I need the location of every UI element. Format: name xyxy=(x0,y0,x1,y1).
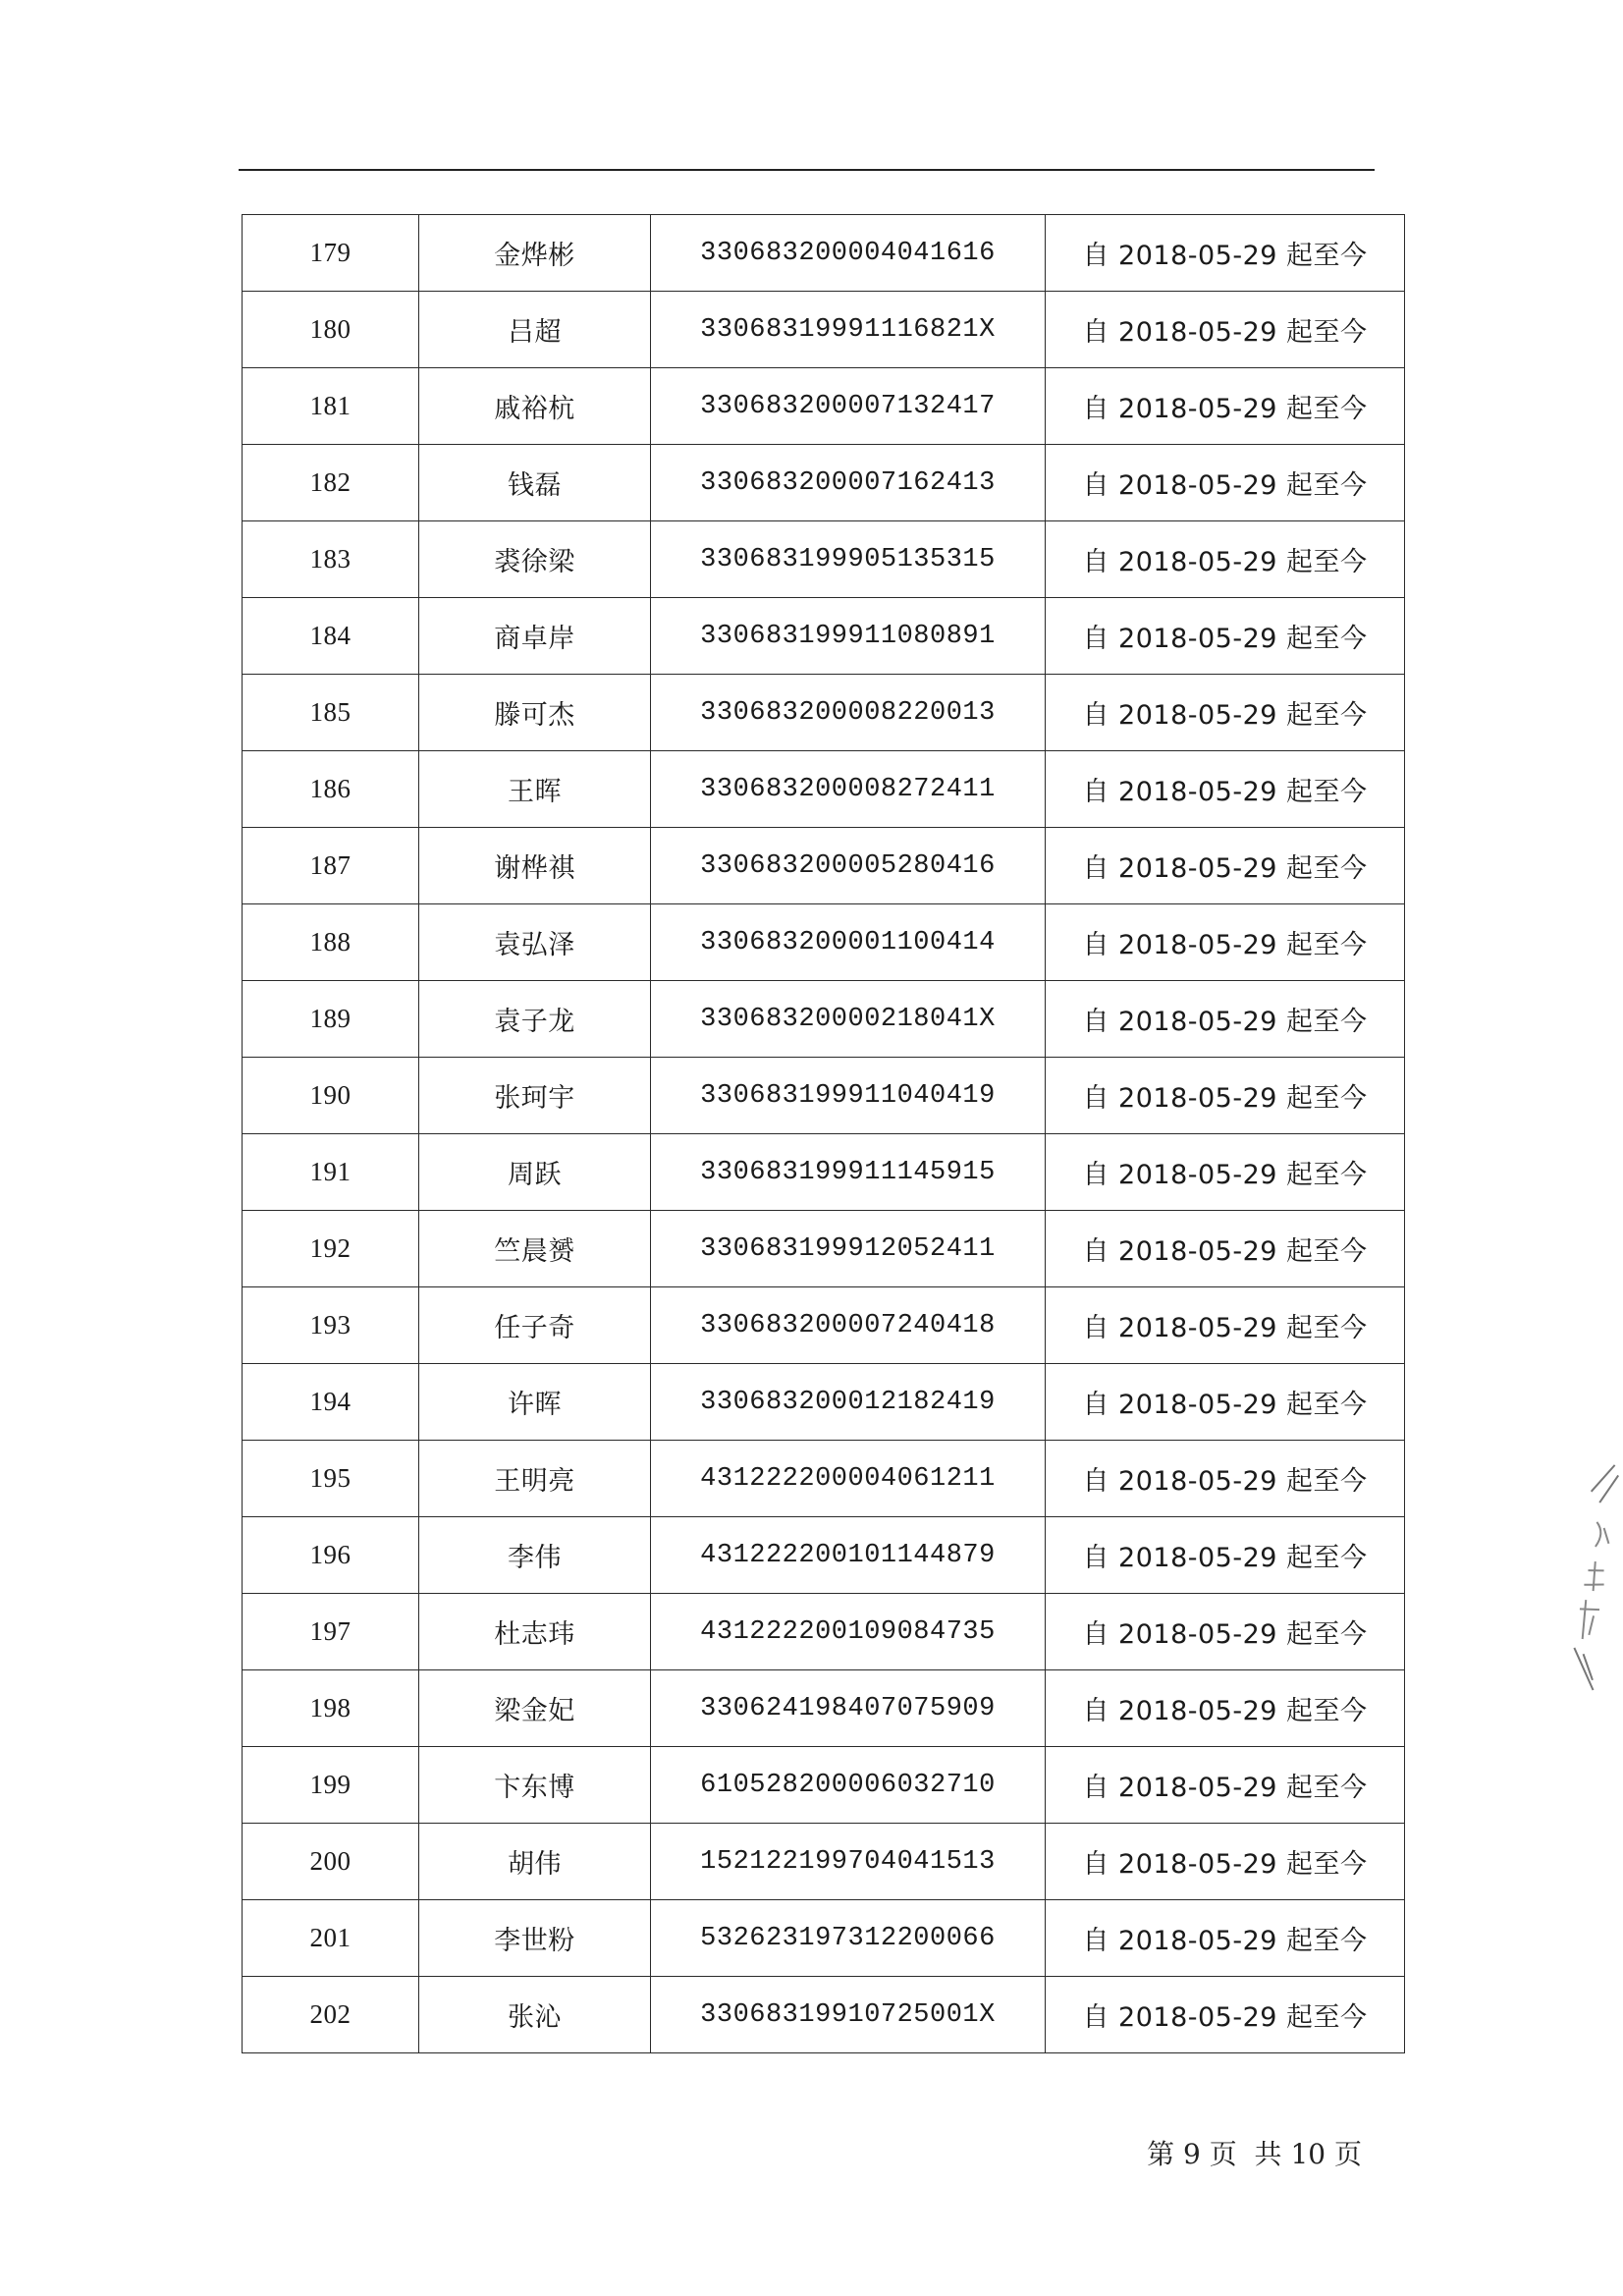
table-row xyxy=(243,1441,1405,1517)
membership-period: 自 2018-05-29 起至今 xyxy=(1046,1134,1405,1211)
membership-period: 自 2018-05-29 起至今 xyxy=(1046,292,1405,368)
row-number: 200 xyxy=(243,1824,419,1900)
row-number: 201 xyxy=(243,1900,419,1977)
row-number: 189 xyxy=(243,981,419,1058)
id-number: 431222200004061211 xyxy=(651,1441,1046,1517)
table-row xyxy=(243,828,1405,904)
id-number: 532623197312200066 xyxy=(651,1900,1046,1977)
id-number: 152122199704041513 xyxy=(651,1824,1046,1900)
person-name: 谢桦祺 xyxy=(419,828,651,904)
id-number: 330683200008272411 xyxy=(651,751,1046,828)
row-number: 199 xyxy=(243,1747,419,1824)
row-number: 183 xyxy=(243,521,419,598)
row-number: 198 xyxy=(243,1670,419,1747)
header-rule xyxy=(239,169,1375,171)
person-name: 金烨彬 xyxy=(419,215,651,292)
person-name: 袁子龙 xyxy=(419,981,651,1058)
id-number: 33068319991116821X xyxy=(651,292,1046,368)
membership-period: 自 2018-05-29 起至今 xyxy=(1046,904,1405,981)
row-number: 185 xyxy=(243,675,419,751)
id-number: 610528200006032710 xyxy=(651,1747,1046,1824)
row-number: 194 xyxy=(243,1364,419,1441)
page-footer: 第 9 页 共 10 页 xyxy=(1147,2138,1362,2170)
person-name: 商卓岸 xyxy=(419,598,651,675)
person-name: 周跃 xyxy=(419,1134,651,1211)
person-name: 杜志玮 xyxy=(419,1594,651,1670)
person-name: 卞东博 xyxy=(419,1747,651,1824)
id-number: 330683199912052411 xyxy=(651,1211,1046,1287)
id-number: 330683200007132417 xyxy=(651,368,1046,445)
person-name: 张珂宇 xyxy=(419,1058,651,1134)
table-row xyxy=(243,1287,1405,1364)
row-number: 181 xyxy=(243,368,419,445)
row-number: 184 xyxy=(243,598,419,675)
id-number: 330683200005280416 xyxy=(651,828,1046,904)
id-number: 330683200007240418 xyxy=(651,1287,1046,1364)
row-number: 190 xyxy=(243,1058,419,1134)
person-name: 戚裕杭 xyxy=(419,368,651,445)
id-number: 330683200012182419 xyxy=(651,1364,1046,1441)
membership-period: 自 2018-05-29 起至今 xyxy=(1046,828,1405,904)
id-number: 330683199905135315 xyxy=(651,521,1046,598)
row-number: 196 xyxy=(243,1517,419,1594)
membership-period: 自 2018-05-29 起至今 xyxy=(1046,215,1405,292)
person-name: 王晖 xyxy=(419,751,651,828)
table-row xyxy=(243,751,1405,828)
membership-period: 自 2018-05-29 起至今 xyxy=(1046,1211,1405,1287)
membership-period: 自 2018-05-29 起至今 xyxy=(1046,1441,1405,1517)
id-number: 330683200008220013 xyxy=(651,675,1046,751)
table-row xyxy=(243,1058,1405,1134)
membership-period: 自 2018-05-29 起至今 xyxy=(1046,368,1405,445)
person-name: 李世粉 xyxy=(419,1900,651,1977)
id-number: 330683199911145915 xyxy=(651,1134,1046,1211)
row-number: 187 xyxy=(243,828,419,904)
person-name: 钱磊 xyxy=(419,445,651,521)
membership-period: 自 2018-05-29 起至今 xyxy=(1046,445,1405,521)
membership-period: 自 2018-05-29 起至今 xyxy=(1046,521,1405,598)
id-number: 33068320000218041X xyxy=(651,981,1046,1058)
person-name: 王明亮 xyxy=(419,1441,651,1517)
membership-period: 自 2018-05-29 起至今 xyxy=(1046,1058,1405,1134)
row-number: 182 xyxy=(243,445,419,521)
person-name: 李伟 xyxy=(419,1517,651,1594)
roster-table xyxy=(242,214,1405,2053)
table-row xyxy=(243,1211,1405,1287)
table-row xyxy=(243,368,1405,445)
membership-period: 自 2018-05-29 起至今 xyxy=(1046,1747,1405,1824)
table-row xyxy=(243,1517,1405,1594)
table-row xyxy=(243,1134,1405,1211)
row-number: 179 xyxy=(243,215,419,292)
row-number: 192 xyxy=(243,1211,419,1287)
table-row xyxy=(243,675,1405,751)
id-number: 330683200004041616 xyxy=(651,215,1046,292)
table-row xyxy=(243,981,1405,1058)
person-name: 袁弘泽 xyxy=(419,904,651,981)
table-row xyxy=(243,598,1405,675)
membership-period: 自 2018-05-29 起至今 xyxy=(1046,1900,1405,1977)
membership-period: 自 2018-05-29 起至今 xyxy=(1046,1287,1405,1364)
row-number: 186 xyxy=(243,751,419,828)
person-name: 吕超 xyxy=(419,292,651,368)
row-number: 195 xyxy=(243,1441,419,1517)
membership-period: 自 2018-05-29 起至今 xyxy=(1046,751,1405,828)
row-number: 202 xyxy=(243,1977,419,2053)
table-row xyxy=(243,1364,1405,1441)
row-number: 188 xyxy=(243,904,419,981)
row-number: 180 xyxy=(243,292,419,368)
membership-period: 自 2018-05-29 起至今 xyxy=(1046,1824,1405,1900)
membership-period: 自 2018-05-29 起至今 xyxy=(1046,1364,1405,1441)
row-number: 197 xyxy=(243,1594,419,1670)
membership-period: 自 2018-05-29 起至今 xyxy=(1046,1670,1405,1747)
membership-period: 自 2018-05-29 起至今 xyxy=(1046,1517,1405,1594)
row-number: 191 xyxy=(243,1134,419,1211)
table-row xyxy=(243,445,1405,521)
roster-body xyxy=(243,215,1405,2053)
membership-period: 自 2018-05-29 起至今 xyxy=(1046,981,1405,1058)
id-number: 431222200101144879 xyxy=(651,1517,1046,1594)
person-name: 胡伟 xyxy=(419,1824,651,1900)
id-number: 330683199911080891 xyxy=(651,598,1046,675)
table-row xyxy=(243,1900,1405,1977)
id-number: 330683199911040419 xyxy=(651,1058,1046,1134)
person-name: 任子奇 xyxy=(419,1287,651,1364)
person-name: 竺晨赟 xyxy=(419,1211,651,1287)
table-row xyxy=(243,1747,1405,1824)
id-number: 431222200109084735 xyxy=(651,1594,1046,1670)
person-name: 裘徐梁 xyxy=(419,521,651,598)
table-row xyxy=(243,215,1405,292)
membership-period: 自 2018-05-29 起至今 xyxy=(1046,598,1405,675)
person-name: 许晖 xyxy=(419,1364,651,1441)
person-name: 滕可杰 xyxy=(419,675,651,751)
id-number: 330683200007162413 xyxy=(651,445,1046,521)
membership-period: 自 2018-05-29 起至今 xyxy=(1046,1594,1405,1670)
membership-period: 自 2018-05-29 起至今 xyxy=(1046,675,1405,751)
table-row xyxy=(243,1977,1405,2053)
table-row xyxy=(243,1670,1405,1747)
row-number: 193 xyxy=(243,1287,419,1364)
table-row xyxy=(243,904,1405,981)
id-number: 33068319910725001X xyxy=(651,1977,1046,2053)
table-row xyxy=(243,521,1405,598)
id-number: 330683200001100414 xyxy=(651,904,1046,981)
table-row xyxy=(243,1824,1405,1900)
membership-period: 自 2018-05-29 起至今 xyxy=(1046,1977,1405,2053)
id-number: 330624198407075909 xyxy=(651,1670,1046,1747)
table-row xyxy=(243,1594,1405,1670)
table-row xyxy=(243,292,1405,368)
seal-stamp-fragment xyxy=(1551,1451,1623,1711)
person-name: 梁金妃 xyxy=(419,1670,651,1747)
person-name: 张沁 xyxy=(419,1977,651,2053)
